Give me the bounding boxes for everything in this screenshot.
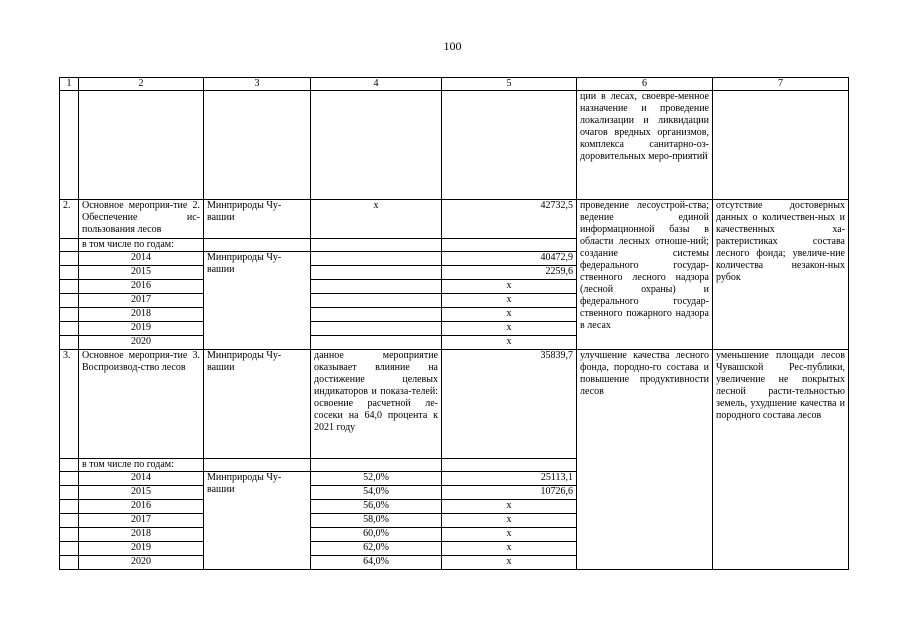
measure-3-row (60, 350, 849, 459)
measure-2-year-num (60, 266, 79, 280)
cont-col-7 (713, 91, 849, 200)
measure-3-year: 2019 (79, 542, 204, 556)
measure-3-year-value: 10726,6 (442, 486, 577, 500)
header-col-3: 3 (204, 78, 311, 91)
measure-2-year-value: х (442, 336, 577, 350)
measure-3-year-value: х (442, 500, 577, 514)
measure-2-year-indicator (311, 294, 442, 308)
measure-2-year-indicator (311, 336, 442, 350)
measure-2-year-indicator (311, 252, 442, 266)
measure-2-title: Основное мероприя-тие 2. Обеспечение ис-пользования лесов (79, 200, 204, 239)
measure-2-row (60, 200, 849, 239)
header-col-5: 5 (442, 78, 577, 91)
measure-3-year-value: х (442, 514, 577, 528)
cont-col-5 (442, 91, 577, 200)
measure-2-by-years-col4 (311, 239, 442, 252)
measure-2-years-executor (204, 252, 311, 350)
measure-3-year-num (60, 472, 79, 486)
measure-2-year: 2015 (79, 266, 204, 280)
measure-3-year: 2014 (79, 472, 204, 486)
measure-3-year-indicator: 52,0% (311, 472, 442, 486)
measure-3-year: 2017 (79, 514, 204, 528)
measure-2-year: 2016 (79, 280, 204, 294)
measure-3-year-indicator: 60,0% (311, 528, 442, 542)
measure-3-years-executor-part2: вашии (207, 484, 235, 495)
measure-2-year-num (60, 280, 79, 294)
continuation-row (60, 91, 849, 200)
header-col-4: 4 (311, 78, 442, 91)
measure-3-year-num (60, 542, 79, 556)
measure-2-by-years-col3 (204, 239, 311, 252)
measure-2-year: 2014 (79, 252, 204, 266)
measure-2-consequences: отсутствие достоверных данных о количествен-ных и качественных ха-рактеристиках состава лесного фонда; увеличе-ние количества незакон-ных рубок (713, 200, 849, 350)
measure-2-executor (204, 200, 311, 239)
measure-2-year-num (60, 294, 79, 308)
measure-3-by-years-num (60, 459, 79, 472)
measure-3-year-value: х (442, 528, 577, 542)
measure-2-years-executor-part2: вашии (207, 264, 235, 275)
measure-3-year: 2018 (79, 528, 204, 542)
measure-2-year: 2018 (79, 308, 204, 322)
measure-2-goals: проведение лесоустрой-ства; ведение единой информационной базы в области лесных отноше-ний; создание системы федерального государ-ственного лесного надзора (лесной охраны) и федерального государ-ственного пожарного надзора в лесах (577, 200, 713, 350)
table-header-row (60, 78, 849, 91)
measure-3-year-indicator: 58,0% (311, 514, 442, 528)
page-number: 100 (443, 39, 462, 53)
measure-2-year-indicator (311, 266, 442, 280)
cont-col-2 (79, 91, 204, 200)
measure-3-consequences: уменьшение площади лесов Чувашской Рес-публики, увеличение не покрытых лесной расти-тельностью земель, ухудшение качества и породного состава лесов (713, 350, 849, 570)
measure-2-year-value: х (442, 322, 577, 336)
measure-2-year-indicator (311, 308, 442, 322)
header-col-2: 2 (79, 78, 204, 91)
measure-2-years-executor-part1: Минприроды Чу- (207, 252, 282, 263)
measure-2-number: 2. (60, 200, 79, 239)
measure-2-year-value: х (442, 294, 577, 308)
measure-3-year: 2016 (79, 500, 204, 514)
measure-3-year-num (60, 528, 79, 542)
measure-3-year-indicator: 54,0% (311, 486, 442, 500)
measure-2-year-value: 2259,6 (442, 266, 577, 280)
measure-3-year-indicator: 64,0% (311, 556, 442, 570)
cont-col-1 (60, 91, 79, 200)
measure-2-by-years-label: в том числе по годам: (79, 239, 204, 252)
measure-2-year: 2019 (79, 322, 204, 336)
measures-table (59, 77, 849, 570)
measure-2-year-num (60, 308, 79, 322)
measure-3-title: Основное мероприя-тие 3. Воспроизвод-ство лесов (79, 350, 204, 459)
measure-2-by-years-col5 (442, 239, 577, 252)
measure-2-executor-part1: Минприроды Чу- (207, 200, 282, 211)
header-col-7: 7 (713, 78, 849, 91)
measure-2-year-num (60, 252, 79, 266)
measure-3-years-executor-part1: Минприроды Чу- (207, 472, 282, 483)
measure-2-year-value: х (442, 308, 577, 322)
measure-3-total: 35839,7 (442, 350, 577, 459)
measure-2-executor-part2: вашии (207, 212, 235, 223)
measure-3-indicator: данное мероприятие оказывает влияние на достижение целевых индикаторов и показа-телей: освоение расчетной ле-сосеки на 64,0 процента к 2021 году (311, 350, 442, 459)
measure-2-indicator: х (311, 200, 442, 239)
measure-3-year-indicator: 56,0% (311, 500, 442, 514)
measure-2-year-value: х (442, 280, 577, 294)
measure-3-executor-part1: Минприроды Чу- (207, 350, 282, 361)
measure-3-goals: улучшение качества лесного фонда, породно-го состава и повышение продуктивности лесов (577, 350, 713, 570)
measure-3-years-executor (204, 472, 311, 570)
measure-3-by-years-col5 (442, 459, 577, 472)
measure-2-year-indicator (311, 280, 442, 294)
measure-2-year: 2020 (79, 336, 204, 350)
measure-3-by-years-col3 (204, 459, 311, 472)
measure-3-year-num (60, 486, 79, 500)
measure-2-by-years-num (60, 239, 79, 252)
measure-3-by-years-col4 (311, 459, 442, 472)
cont-col-3 (204, 91, 311, 200)
measure-3-year-value: х (442, 542, 577, 556)
cont-goals-text: ции в лесах, своевре-менное назначение и проведение локализации и ликвидации очагов вредных организмов, комплекса санитарно-оз-доровительных меро-приятий (577, 91, 713, 200)
measure-3-executor (204, 350, 311, 459)
measure-3-year-value: х (442, 556, 577, 570)
measure-3-year-value: 25113,1 (442, 472, 577, 486)
header-col-1: 1 (60, 78, 79, 91)
header-col-6: 6 (577, 78, 713, 91)
measure-3-year: 2020 (79, 556, 204, 570)
measure-3-year-num (60, 556, 79, 570)
measure-3-executor-part2: вашии (207, 362, 235, 373)
measure-3-year-indicator: 62,0% (311, 542, 442, 556)
measure-2-year-indicator (311, 322, 442, 336)
measure-2-year: 2017 (79, 294, 204, 308)
measure-2-year-value: 40472,9 (442, 252, 577, 266)
measure-3-by-years-label: в том числе по годам: (79, 459, 204, 472)
measure-2-total: 42732,5 (442, 200, 577, 239)
measure-2-year-num (60, 336, 79, 350)
measure-3-year: 2015 (79, 486, 204, 500)
measure-3-year-num (60, 514, 79, 528)
measure-3-year-num (60, 500, 79, 514)
cont-col-4 (311, 91, 442, 200)
measure-2-year-num (60, 322, 79, 336)
measure-3-number: 3. (60, 350, 79, 459)
